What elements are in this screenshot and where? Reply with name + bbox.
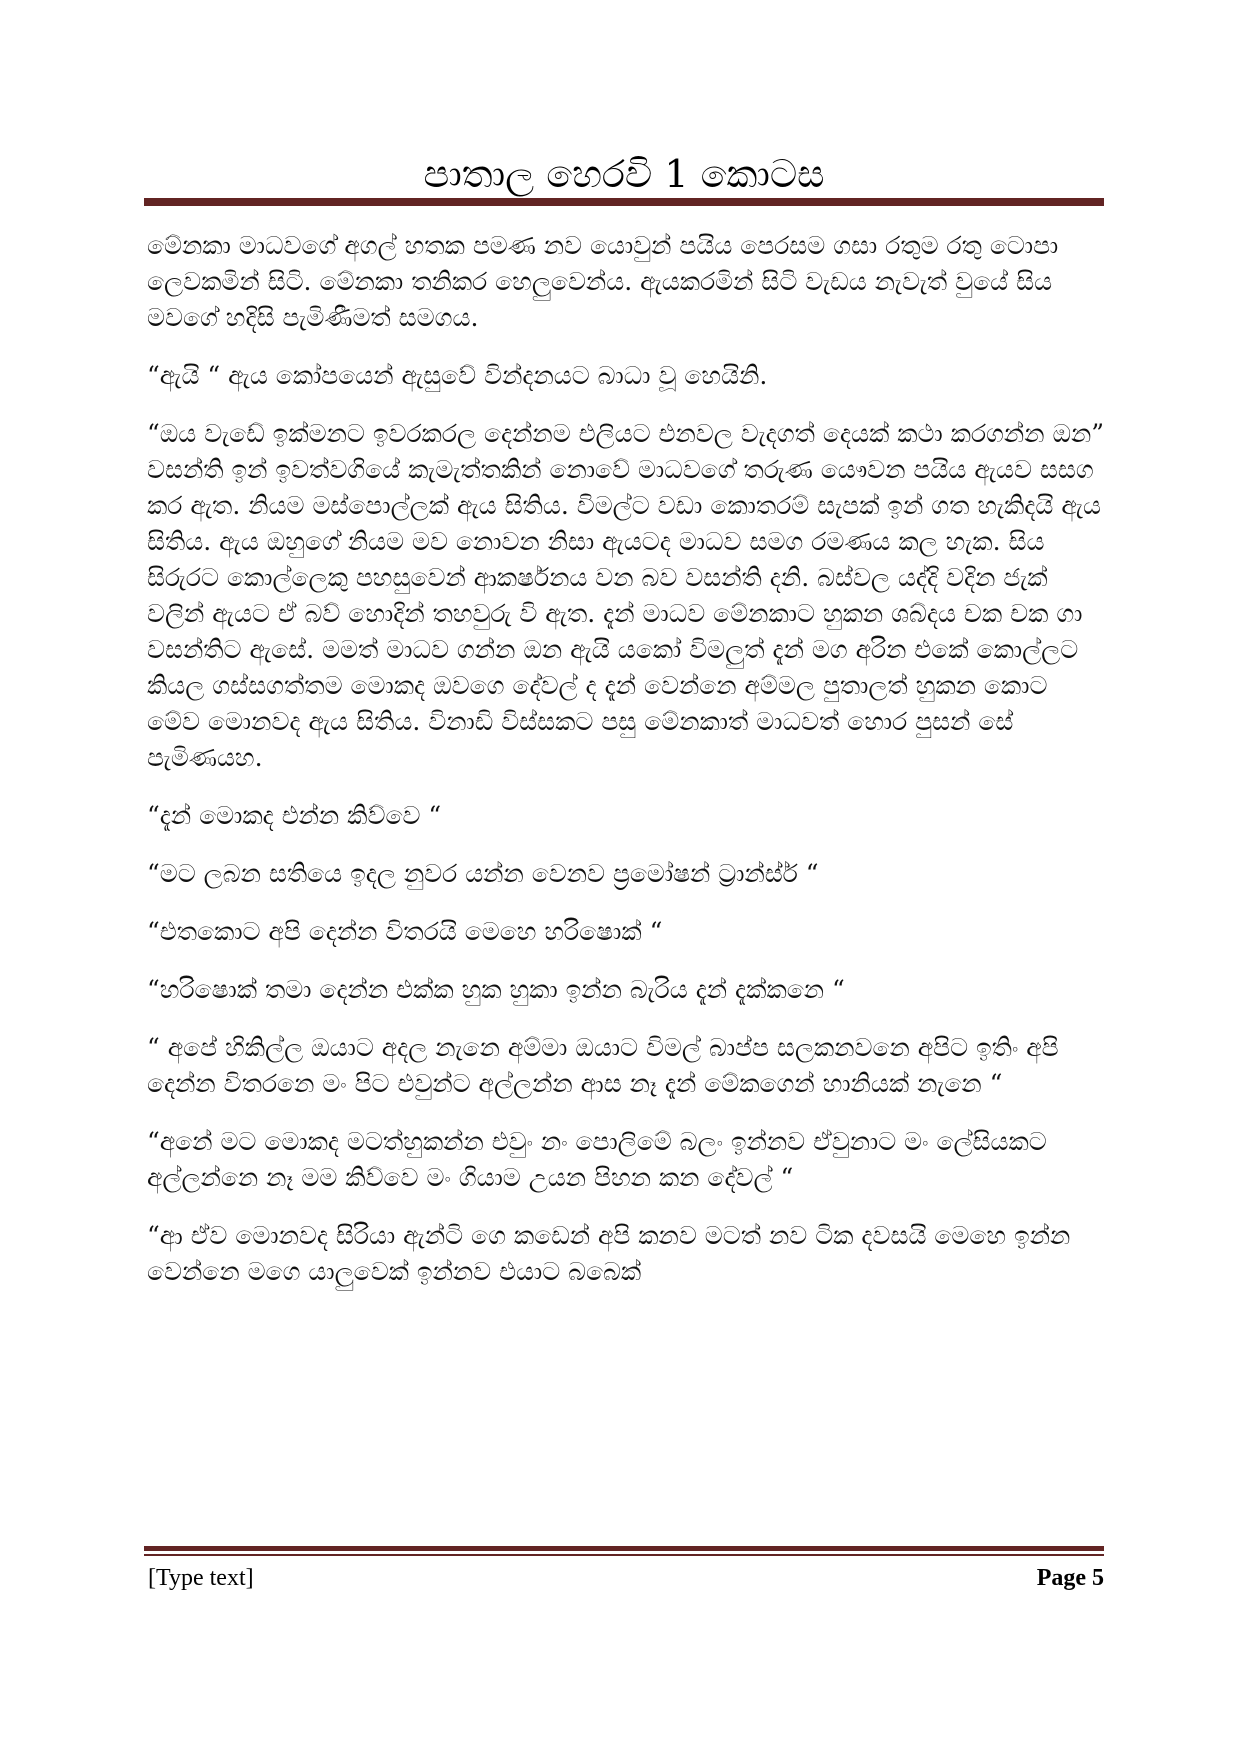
paragraph-9: “අනේ මට මොකද මටත්හුකන්න එවුං නං පොලිමේ බලං ඉන්නව ඒවුනාට මං ලේසියකට අල්ලන්නෙ නෑ මම කිව්වෙ මං ගියාම උයන පිහන කන දේවල් “ [147, 1127, 1047, 1192]
paragraph-4: “දැන් මොකද එන්න කිව්වෙ “ [147, 801, 442, 830]
paragraph-6: “එතකොට අපි දෙන්න විතරයි මෙහෙ හරිෂොක් “ [147, 917, 663, 946]
paragraph-2: “ඇයි “ ඇය කෝපයෙන් ඇසුවේ වින්දනයට බාධා වූ හෙයිනි. [147, 361, 768, 390]
paragraph-3: “ඔය වැඩේ ඉක්මනට ඉවරකරල දෙන්නම එලියට එනවල වැදගත් දෙයක් කථා කරගන්න ඔන” වසන්ති ඉන් ඉවත්වගියේ කැමැත්තකින් නොවේ මාධවගේ තරුණ යෞවන පයිය ඇයව සසග කර ඇත. නියම මස්පොල්ලක් ඇය සිතිය. විමල්ට වඩා කොතරම් සැපක් ඉන් ගත හැකිදයි ඇය සිතිය. ඇය ඔහුගේ නියම මව නොවන නිසා ඇයටද මාධව සමග රමණය කල හැක. සිය සිරුරට කොල්ලෙකු පහසුවෙන් ආකර්ෂනය වන බව වසන්ති දනි. බස්වල යද්දි වදින ජැක් වලින් ඇයට ඒ බව් හොදින් තහවුරු වි ඇත. දැන් මාධව මේනකාට හුකන ශබ්දය චක චක ගා වසන්තිට ඇසේ. මමත් මාධව ගන්න ඔන ඇයි යකෝ විමලුත් දැන් මග අරින එකේ කොල්ලට කියල ගස්සගත්තම මොකද ඔවගෙ දේවල් ද දැන් වෙන්නෙ අම්මල පුතාලත් හුකන කොට මේව මොනවද ඇය සිතිය. විනාඩි විස්සකට පසු මේනකාත් මාධවත් හොර පුසන් සේ පැමිණයහ. [147, 419, 1105, 772]
paragraph-7: “හරිෂොක් තමා දෙන්න එක්ක හුක හුකා ඉන්න බැරිය දැන් දැක්කනෙ “ [147, 975, 845, 1004]
footer-placeholder-text: [Type text] [148, 1565, 254, 1591]
footer-rule-thin [144, 1554, 1104, 1556]
paragraph-5: “මට ලබන සතියෙ ඉදල නුවර යන්න වෙනව ප්‍රමෝෂන් ට්‍රාන්ස්ර් “ [147, 859, 819, 888]
footer-rule-thick [144, 1546, 1104, 1551]
page-title: පාතාල හෙරවි 1 කොටස [423, 152, 825, 196]
title-underline [144, 198, 1104, 206]
paragraph-10: “ආ ඒව මොනවද සිරියා ඇන්ටි ගෙ කඩෙන් අපි කනව මටත් නව ටික දවසයි මෙහෙ ඉන්න වෙන්නෙ මගෙ යාලුවෙක් ඉන්නව එයාට බබෙක් [147, 1221, 1071, 1286]
paragraph-8: “ අපේ හිකිල්ල ඔයාට අදල නැනෙ අම්මා ඔයාට විමල් බාප්ප සලකනවනෙ අපිට ඉතිං අපි දෙන්න විතරනෙ මං පිට එවුන්ට අල්ලන්න ආස නෑ දැන් මේකගෙන් හානියක් නැනෙ “ [147, 1033, 1059, 1098]
paragraph-1: මේනකා මාධවගේ අගල් හතක පමණ නව යොවුන් පයිය පෙරසම ගසා රතුම රතු ටොපා ලෙවකමින් සිටි. මේනකා තනිකර හෙලුවෙන්ය. ඇයකරමින් සිටි වැඩය නැවැත් වුයේ සිය මවගේ හදිසි පැමිණීමත් සමගය. [147, 231, 1059, 332]
document-body [147, 228, 1107, 1312]
page-number: Page 5 [1036, 1565, 1104, 1591]
